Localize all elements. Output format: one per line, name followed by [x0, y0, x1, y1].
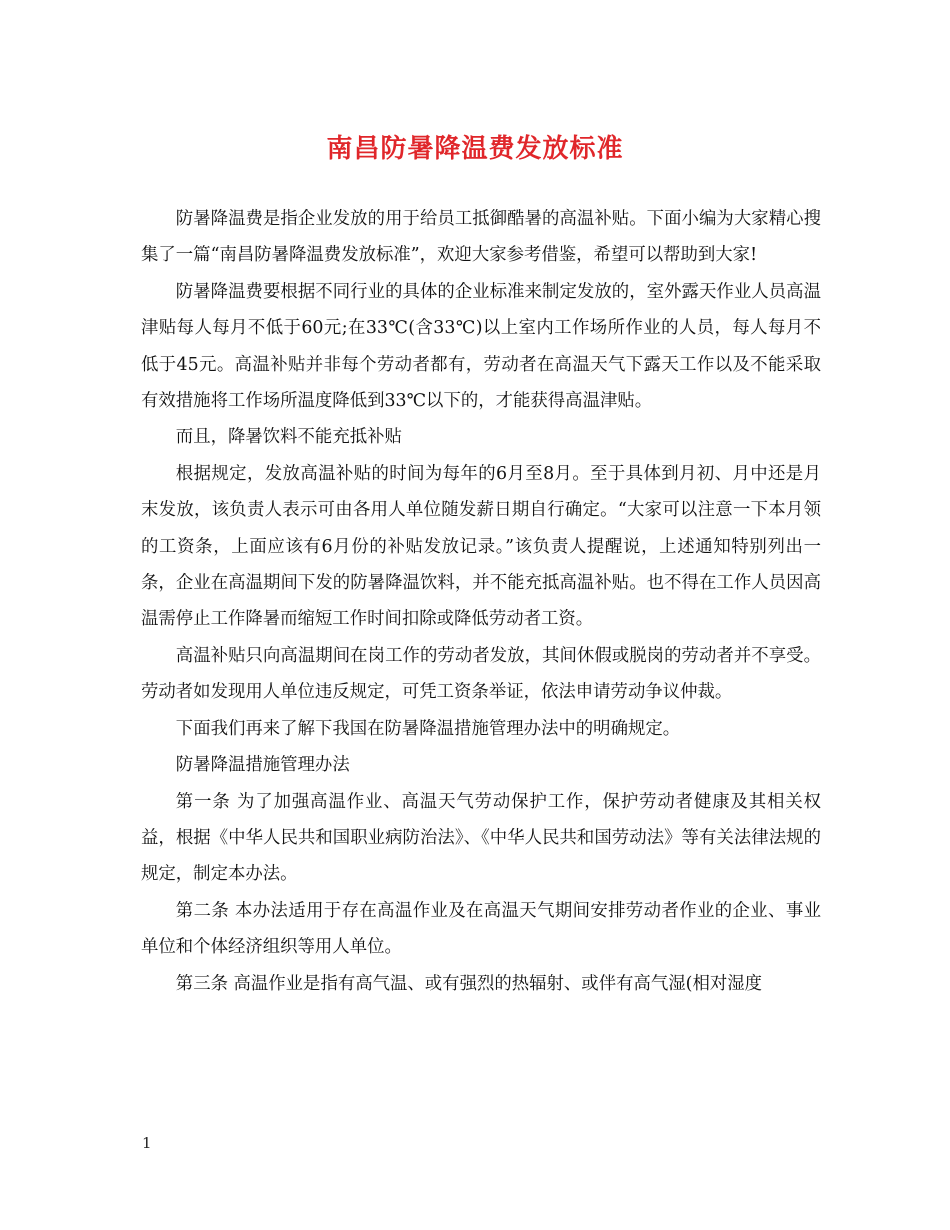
- paragraph-payment-time: 根据规定，发放高温补贴的时间为每年的6月至8月。至于具体到月初、月中还是月末发放，该负责人表示可由各用人单位随发薪日期自行确定。“大家可以注意一下本月领的工资条，上面应该有6月份的补贴发放记录。”该负责人提醒说，上述通知特别列出一条，企业在高温期间下发的防暑降温饮料，并不能充抵高温补贴。也不得在工作人员因高温需停止工作降暑而缩短工作时间扣除或降低劳动者工资。: [141, 463, 821, 630]
- paragraph-intro: 防暑降温费是指企业发放的用于给员工抵御酷暑的高温补贴。下面小编为大家精心搜集了一篇“南昌防暑降温费发放标准”，欢迎大家参考借鉴，希望可以帮助到大家!: [141, 209, 821, 266]
- paragraph-regulation-intro: 下面我们再来了解下我国在防暑降温措施管理办法中的明确规定。: [175, 718, 681, 739]
- paragraph-article-1: 第一条 为了加强高温作业、高温天气劳动保护工作，保护劳动者健康及其相关权益，根据《中华人民共和国职业病防治法》、《中华人民共和国劳动法》等有关法律法规的规定，制定本办法。: [141, 791, 821, 885]
- paragraph-article-3: 第三条 高温作业是指有高气温、或有强烈的热辐射、或伴有高气湿(相对湿度: [175, 973, 763, 994]
- paragraph-beverage-heading: 而且，降暑饮料不能充抵补贴: [175, 427, 402, 448]
- document-title: 南昌防暑降温费发放标准: [326, 134, 624, 164]
- paragraph-on-duty: 高温补贴只向高温期间在岗工作的劳动者发放，其间休假或脱岗的劳动者并不享受。劳动者如发现用人单位违反规定，可凭工资条举证，依法申请劳动争议仲裁。: [141, 645, 821, 703]
- page-number: 1: [142, 1134, 152, 1152]
- paragraph-regulation-title: 防暑降温措施管理办法: [175, 755, 350, 776]
- document-body: [141, 201, 821, 1002]
- paragraph-article-2: 第二条 本办法适用于存在高温作业及在高温天气期间安排劳动者作业的企业、事业单位和个体经济组织等用人单位。: [141, 900, 821, 958]
- paragraph-standard: 防暑降温费要根据不同行业的具体的企业标准来制定发放的，室外露天作业人员高温津贴每人每月不低于60元;在33℃(含33℃)以上室内工作场所作业的人员，每人每月不低于45元。高温补贴并非每个劳动者都有，劳动者在高温天气下露天工作以及不能采取有效措施将工作场所温度降低到33℃以下的，才能获得高温津贴。: [141, 281, 821, 412]
